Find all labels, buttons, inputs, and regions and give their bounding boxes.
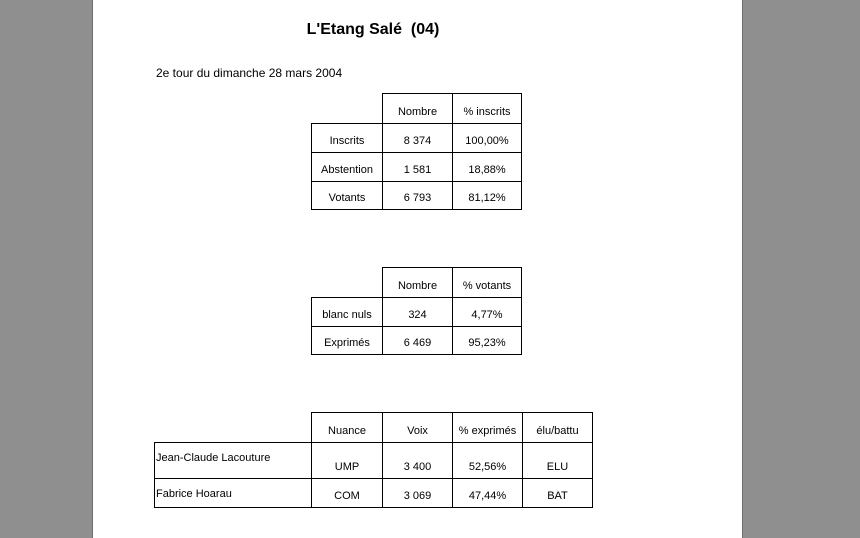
row-nombre-blanc-nuls: 324 <box>382 297 452 326</box>
header-nombre: Nombre <box>382 93 452 123</box>
candidate-nuance: UMP <box>311 442 382 478</box>
header-elu-battu: élu/battu <box>522 412 593 442</box>
row-nombre-votants: 6 793 <box>382 181 452 210</box>
candidate-name: Fabrice Hoarau <box>154 478 311 508</box>
row-nombre-exprimes: 6 469 <box>382 326 452 355</box>
row-nombre-abstention: 1 581 <box>382 152 452 181</box>
row-pct-exprimes: 95,23% <box>452 326 522 355</box>
candidate-voix: 3 400 <box>382 442 452 478</box>
row-label-inscrits: Inscrits <box>311 123 382 152</box>
row-label-blanc-nuls: blanc nuls <box>311 297 382 326</box>
header-nuance: Nuance <box>311 412 382 442</box>
row-pct-inscrits: 100,00% <box>452 123 522 152</box>
row-nombre-inscrits: 8 374 <box>382 123 452 152</box>
row-pct-blanc-nuls: 4,77% <box>452 297 522 326</box>
row-label-exprimes: Exprimés <box>311 326 382 355</box>
row-pct-votants: 81,12% <box>452 181 522 210</box>
candidate-nuance: COM <box>311 478 382 508</box>
row-label-votants: Votants <box>311 181 382 210</box>
candidate-name: Jean-Claude Lacouture <box>154 442 311 478</box>
candidate-result: ELU <box>522 442 593 478</box>
header-pct-votants: % votants <box>452 267 522 297</box>
row-label-abstention: Abstention <box>311 152 382 181</box>
header-pct-inscrits: % inscrits <box>452 93 522 123</box>
candidate-result: BAT <box>522 478 593 508</box>
row-pct-abstention: 18,88% <box>452 152 522 181</box>
header-nombre-2: Nombre <box>382 267 452 297</box>
page-title: L'Etang Salé (04) <box>306 21 440 38</box>
header-pct-exprimes: % exprimés <box>452 412 522 442</box>
round-date: 2e tour du dimanche 28 mars 2004 <box>156 66 343 80</box>
candidate-pct: 52,56% <box>452 442 522 478</box>
candidate-pct: 47,44% <box>452 478 522 508</box>
header-voix: Voix <box>382 412 452 442</box>
candidate-voix: 3 069 <box>382 478 452 508</box>
